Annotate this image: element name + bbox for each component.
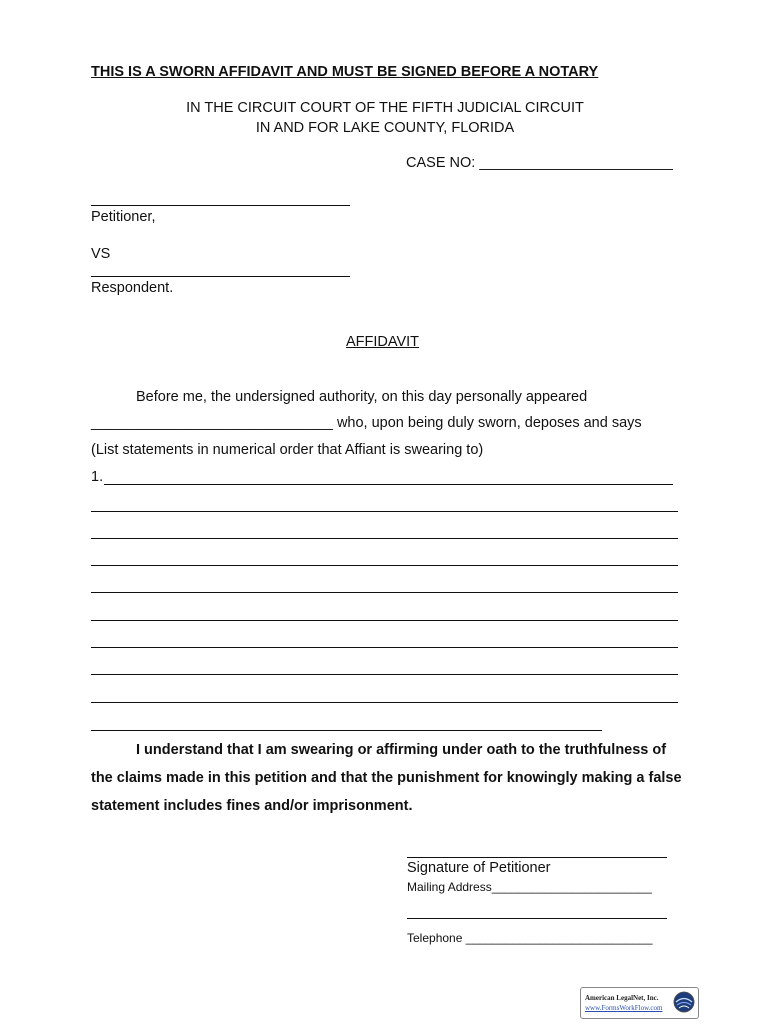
versus-label: VS bbox=[91, 246, 111, 262]
signature-label: Signature of Petitioner bbox=[407, 860, 551, 876]
affidavit-title: AFFIDAVIT bbox=[346, 334, 420, 350]
signature-line[interactable] bbox=[407, 857, 667, 858]
statement-line[interactable] bbox=[91, 674, 678, 675]
publisher-logo bbox=[580, 987, 699, 1019]
statement-line[interactable] bbox=[91, 620, 678, 621]
instructions-text: (List statements in numerical order that Affiant is swearing to) bbox=[91, 442, 484, 458]
case-number-field[interactable]: CASE NO: ________________________ bbox=[406, 155, 673, 171]
intro-line-1: Before me, the undersigned authority, on this day personally appeared bbox=[136, 389, 588, 405]
globe-icon bbox=[673, 991, 695, 1013]
statement-line[interactable] bbox=[91, 647, 678, 648]
telephone-field[interactable]: Telephone ____________________________ bbox=[407, 931, 653, 945]
notary-notice-heading: THIS IS A SWORN AFFIDAVIT AND MUST BE SIGNED BEFORE A NOTARY bbox=[91, 64, 599, 80]
statement-line[interactable] bbox=[91, 730, 602, 731]
petitioner-name-line[interactable] bbox=[91, 205, 350, 206]
item-number: 1. bbox=[91, 469, 104, 485]
intro-line-2: ______________________________ who, upon being duly sworn, deposes and says bbox=[91, 415, 642, 431]
statement-line[interactable] bbox=[91, 592, 678, 593]
statement-line[interactable] bbox=[91, 565, 678, 566]
court-county-line: IN AND FOR LAKE COUNTY, FLORIDA bbox=[255, 120, 515, 136]
publisher-name: American LegalNet, Inc. bbox=[585, 994, 659, 1002]
statement-line[interactable] bbox=[91, 511, 678, 512]
respondent-name-line[interactable] bbox=[91, 276, 350, 277]
petitioner-label: Petitioner, bbox=[91, 209, 156, 225]
statement-line[interactable] bbox=[91, 538, 678, 539]
mailing-address-field[interactable]: Mailing Address________________________ bbox=[407, 880, 652, 894]
statement-line[interactable] bbox=[104, 484, 673, 485]
respondent-label: Respondent. bbox=[91, 280, 174, 296]
address-line-2[interactable] bbox=[407, 918, 667, 919]
statement-line[interactable] bbox=[91, 702, 678, 703]
oath-statement: I understand that I am swearing or affirming under oath to the truthfulness of the claims made in this petition and that the punishment for knowingly making a false statement includes fines and/or imprisonment. bbox=[91, 742, 682, 814]
publisher-website-link[interactable]: www.FormsWorkFlow.com bbox=[585, 1004, 663, 1012]
court-name-line: IN THE CIRCUIT COURT OF THE FIFTH JUDICIAL CIRCUIT bbox=[186, 100, 584, 116]
